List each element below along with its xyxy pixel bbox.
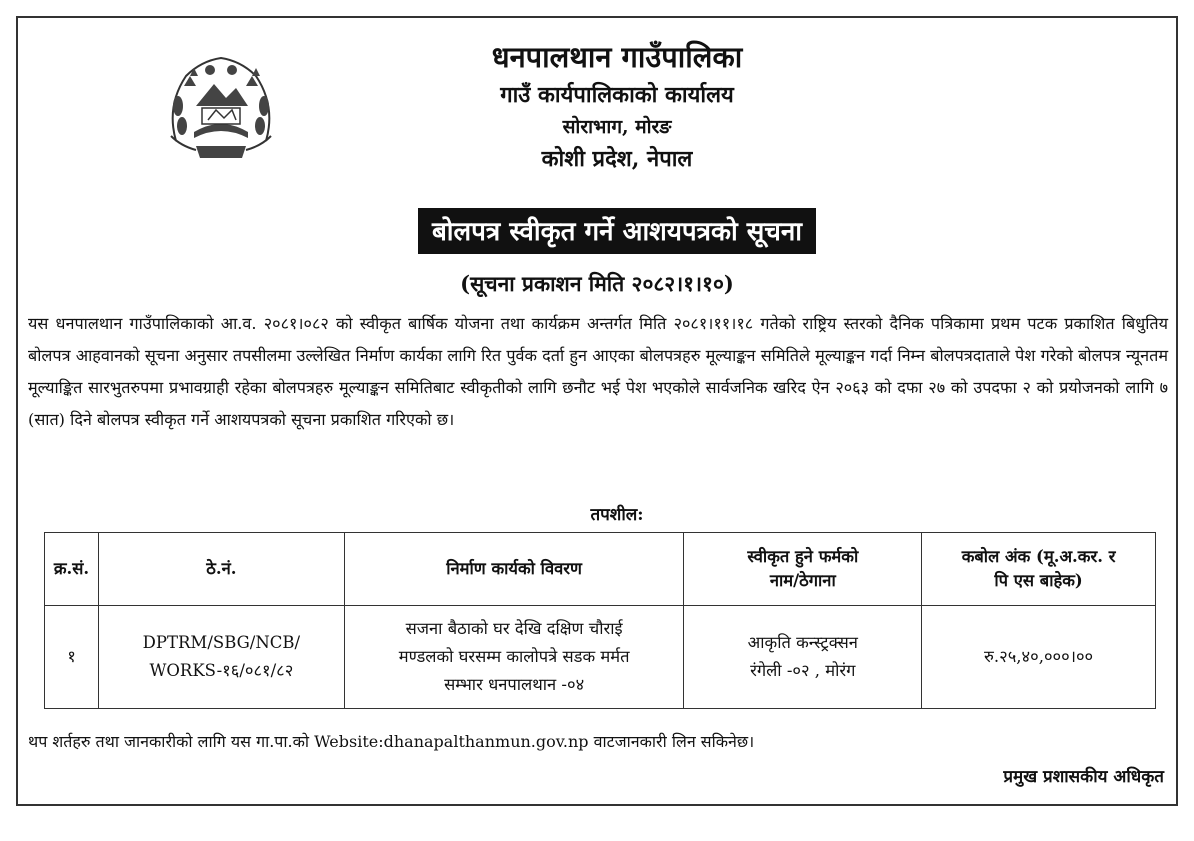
contract-table bbox=[44, 532, 1156, 709]
cell-description-line1: सजना बैठाको घर देखि दक्षिण चौराई bbox=[405, 619, 623, 638]
cell-firm bbox=[684, 606, 922, 709]
cell-ref-line2: WORKS-१६/०८१/८२ bbox=[149, 661, 294, 680]
col-header-ref: ठे.नं. bbox=[98, 533, 344, 606]
cell-ref bbox=[98, 606, 344, 709]
publication-date: (सूचना प्रकाशन मिति २०८२।१।१०) bbox=[460, 271, 734, 296]
col-header-description: निर्माण कार्यको विवरण bbox=[344, 533, 684, 606]
col-header-amount bbox=[922, 533, 1156, 606]
schedule-heading: तपशील: bbox=[590, 505, 644, 525]
footer-note: थप शर्तहरु तथा जानकारीको लागि यस गा.पा.को Website:dhanapalthanmun.gov.np वाटजानकारी लिन सकिनेछ। bbox=[28, 732, 755, 751]
table-header-row bbox=[45, 533, 1156, 606]
cell-sn: १ bbox=[45, 606, 99, 709]
signatory-title: प्रमुख प्रशासकीय अधिकृत bbox=[1003, 767, 1164, 787]
col-header-amount-line1: कबोल अंक (मू.अ.कर. र bbox=[961, 547, 1116, 566]
col-header-firm-line1: स्वीकृत हुने फर्मको bbox=[747, 547, 859, 566]
col-header-firm bbox=[684, 533, 922, 606]
cell-description bbox=[344, 606, 684, 709]
province-country: कोशी प्रदेश, नेपाल bbox=[541, 146, 693, 172]
col-header-amount-line2: पि एस बाहेक) bbox=[994, 571, 1083, 590]
cell-description-line3: सम्भार धनपालथान -०४ bbox=[444, 675, 585, 694]
letterhead bbox=[18, 36, 1176, 176]
cell-firm-line1: आकृति कन्स्ट्रक्सन bbox=[747, 633, 858, 652]
cell-firm-line2: रंगेली -०२ , मोरंग bbox=[750, 661, 856, 680]
office-name: गाउँ कार्यपालिकाको कार्यालय bbox=[500, 82, 734, 108]
cell-description-line2: मण्डलको घरसम्म कालोपत्रे सडक मर्मत bbox=[398, 647, 630, 666]
notice-title: बोलपत्र स्वीकृत गर्ने आशयपत्रको सूचना bbox=[418, 208, 816, 254]
col-header-firm-line2: नाम/ठेगाना bbox=[769, 571, 836, 590]
col-header-sn: क्र.सं. bbox=[45, 533, 99, 606]
cell-ref-line1: DPTRM/SBG/NCB/ bbox=[142, 633, 301, 652]
office-address: सोराभाग, मोरङ bbox=[562, 116, 672, 138]
notice-body-paragraph: यस धनपालथान गाउँपालिकाको आ.व. २०८१।०८२ को स्वीकृत बार्षिक योजना तथा कार्यक्रम अन्तर्गत मिति २०८१।११।१८ गतेको राष्ट्रिय स्तरको दैनिक पत्रिकामा प्रथम पटक प्रकाशित बिधुतिय बोलपत्र आहवानको सूचना अनुसार तपसीलमा उल्लेखित निर्माण कार्यका लागि रित पुर्वक दर्ता हुन आएका बोलपत्रहरु मूल्याङ्कन समितिले मूल्याङ्कन गर्दा निम्न बोलपत्रदाताले पेश गरेको बोलपत्र न्यूनतम मूल्याङ्कित सारभुतरुपमा प्रभावग्राही रहेका बोलपत्रहरु मूल्याङ्कन समितिबाट स्वीकृतीको लागि छनौट भई पेश भएकोले सार्वजनिक खरिद ऐन २०६३ को दफा २७ को उपदफा २ को प्रयोजनको लागि ७ (सात) दिने बोलपत्र स्वीकृत गर्ने आशयपत्रको सूचना प्रकाशित गरिएको छ। bbox=[28, 314, 1168, 429]
notice-page bbox=[16, 16, 1178, 806]
table-row bbox=[45, 606, 1156, 709]
municipality-name: धनपालथान गाउँपालिका bbox=[491, 40, 743, 74]
cell-amount: रु.२५,४०,०००।०० bbox=[922, 606, 1156, 709]
